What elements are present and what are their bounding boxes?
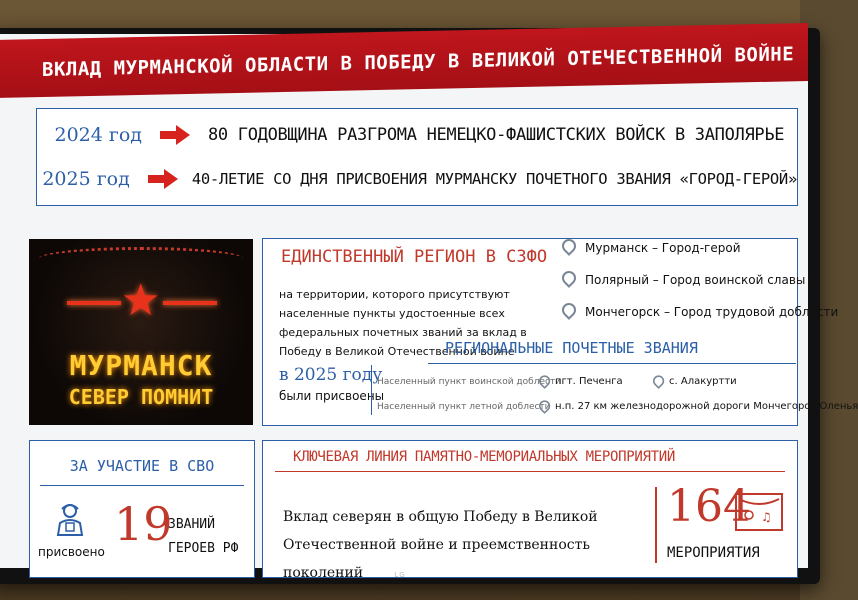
regional-place: [537, 399, 858, 413]
regional-place-label: пгт. Печенга: [555, 375, 623, 387]
memorial-title: КЛЮЧЕВАЯ ЛИНИЯ ПАМЯТНО-МЕМОРИАЛЬНЫХ МЕРОПРИЯТИЙ: [293, 449, 676, 465]
unique-region-title: ЕДИНСТВЕННЫЙ РЕГИОН В СЗФО: [281, 247, 548, 267]
svo-text-line: ГЕРОЕВ РФ: [168, 541, 239, 556]
regional-given-label: были присвоены: [279, 389, 385, 403]
location-pin-icon: [538, 375, 548, 386]
svo-text-line: ЗВАНИЙ: [168, 517, 215, 532]
divider: [428, 363, 796, 364]
svo-title: ЗА УЧАСТИЕ В СВО: [69, 457, 215, 475]
neon-line: [67, 301, 121, 305]
anniversary-text: 40-ЛЕТИЕ СО ДНЯ ПРИСВОЕНИЯ МУРМАНСКУ ПОЧЕТНОГО ЗВАНИЯ «ГОРОД-ГЕРОЙ»: [191, 170, 797, 188]
memorial-number: 164: [667, 481, 751, 532]
regional-place: [537, 374, 623, 388]
header-banner: [0, 23, 808, 98]
garland-lights: [39, 247, 243, 270]
divider: [371, 365, 372, 415]
regional-place-label: с. Алакуртти: [669, 375, 737, 387]
hero-city-label: Мурманск – Город-герой: [585, 241, 741, 255]
photo-text-line1: МУРМАНСК: [69, 349, 213, 382]
regional-place-label: н.п. 27 км железнодорожной дороги Мончегорск-Оленья: [555, 400, 858, 412]
anniversary-text: 80 ГОДОВЩИНА РАЗГРОМА НЕМЕЦКО-ФАШИСТСКИХ ВОЙСК В ЗАПОЛЯРЬЕ: [208, 125, 785, 145]
location-pin-icon: [538, 400, 548, 411]
theatre-icon: [735, 493, 783, 531]
svo-panel: [29, 440, 255, 578]
divider: [275, 471, 785, 472]
svo-given-label: присвоено: [38, 545, 105, 559]
arrow-right-icon: [160, 125, 194, 145]
header-title: ВКЛАД МУРМАНСКОЙ ОБЛАСТИ В ПОБЕДУ В ВЕЛИКОЙ ОТЕЧЕСТВЕННОЙ ВОЙНЕ: [42, 43, 795, 82]
location-pin-icon: [561, 239, 575, 257]
murmansk-photo: [29, 239, 253, 425]
memorial-panel: [262, 440, 798, 581]
anniversary-row: [37, 157, 797, 201]
soldier-icon: [52, 501, 88, 537]
regional-place: [651, 374, 737, 388]
location-pin-icon: [561, 303, 575, 321]
hero-city-item: [561, 303, 838, 321]
regional-type-label: Населенный пункт летной доблести: [377, 402, 551, 412]
svg-text:♫: ♫: [761, 510, 772, 524]
regional-titles-heading: РЕГИОНАЛЬНЫЕ ПОЧЕТНЫЕ ЗВАНИЯ: [445, 339, 698, 357]
regional-type-label: Населенный пункт воинской доблести: [377, 377, 562, 387]
svo-number: 19: [114, 497, 173, 551]
hero-city-item: [561, 239, 741, 257]
hero-city-label: Мончегорск – Город трудовой доблести: [585, 305, 839, 319]
year-label: 2024 год: [54, 124, 142, 146]
svo-text: [168, 513, 238, 561]
anniversary-panel: [36, 108, 798, 206]
divider: [40, 485, 244, 486]
divider: [655, 487, 657, 563]
regional-year: в 2025 году: [279, 365, 383, 385]
unique-region-description: на территории, которого присутствуют населенные пункты удостоенные всех федеральных почетных званий за вклад в Победу в Великой Отечественной войне: [279, 288, 527, 358]
year-label: 2025 год: [42, 168, 130, 190]
memorial-description: Вклад северян в общую Победу в Великой Отечественной войне и преемственность поколений: [283, 509, 598, 581]
hero-city-item: [561, 271, 805, 289]
memorial-label: МЕРОПРИЯТИЯ: [667, 545, 760, 561]
location-pin-icon: [561, 271, 575, 289]
star-icon: ★: [121, 275, 161, 326]
anniversary-row: [37, 113, 797, 157]
hero-city-label: Полярный – Город воинской славы: [585, 273, 806, 287]
tv-brand-logo: LG: [394, 571, 406, 579]
unique-region-panel: [262, 238, 858, 426]
neon-line: [163, 301, 217, 305]
photo-text-line2: СЕВЕР ПОМНИТ: [68, 385, 214, 409]
location-pin-icon: [652, 375, 662, 386]
arrow-right-icon: [148, 169, 178, 189]
